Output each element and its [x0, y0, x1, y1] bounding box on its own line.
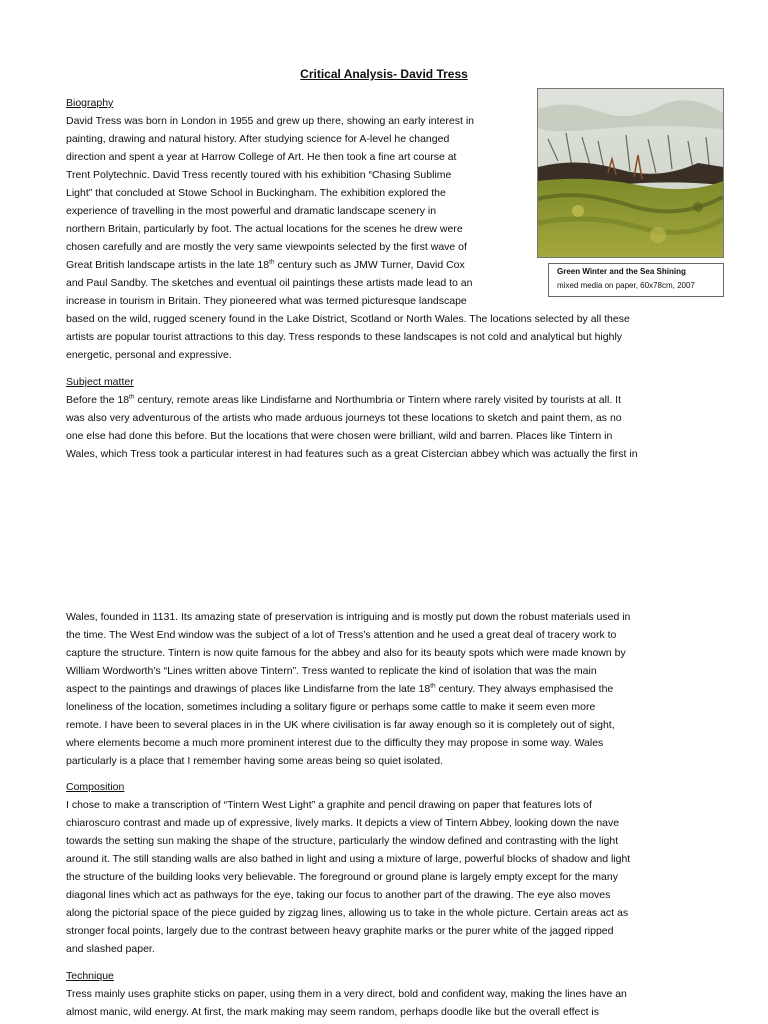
text-span: Before the 18: [66, 394, 130, 406]
technique-line: almost manic, wild energy. At first, the mark making may seem random, perhaps doodle like but the overall effect is: [66, 1006, 600, 1018]
biography-line: Light” that concluded at Stowe School in Buckingham. The exhibition explored the: [66, 187, 446, 199]
composition-line: stronger focal points, largely due to the contrast between heavy graphite marks or the purer white of the jagged ripped: [66, 925, 614, 937]
composition-line: around it. The still standing walls are also bathed in light and using a mixture of large, powerful blocks of shadow and light: [66, 853, 631, 865]
composition-heading: Composition: [66, 781, 125, 793]
composition-line: diagonal lines which act as pathways for the eye, taking our focus to another part of the drawing. The eye also moves: [66, 889, 611, 901]
composition-line: chiaroscuro contrast and made up of expressive, lively marks. It depicts a view of Tintern Abbey, looking down the nave: [66, 817, 620, 829]
text-span: Great British landscape artists in the late 18: [66, 259, 270, 271]
biography-line: David Tress was born in London in 1955 and grew up there, showing an early interest in: [66, 115, 474, 127]
caption-details: mixed media on paper, 60x78cm, 2007: [557, 281, 695, 290]
caption-title: Green Winter and the Sea Shining: [557, 267, 686, 276]
landscape-painting-graphic: [538, 89, 723, 257]
composition-line: and slashed paper.: [66, 943, 155, 955]
image-caption: [548, 263, 724, 297]
biography-heading: Biography: [66, 97, 114, 109]
biography-line: northern Britain, particularly by foot. The actual locations for the scenes he drew were: [66, 223, 463, 235]
superscript: th: [129, 393, 135, 401]
subject-line: one else had done this before. But the locations that were chosen were brilliant, wild and barren. Places like Tintern in: [66, 430, 613, 442]
text-span: century such as JMW Turner, David Cox: [274, 259, 465, 271]
biography-line-with-superscript: [66, 258, 465, 272]
biography-line: artists are popular tourist attractions to this day. Tress responds to these landscapes is not cold and analytical but highly: [66, 331, 623, 343]
subject-line: was also very adventurous of the artists who made arduous journeys tot these locations to sketch and paint them, as no: [66, 412, 622, 424]
biography-line: direction and spent a year at Harrow College of Art. He then took a fine art course at: [66, 151, 457, 163]
text-span: century. They always emphasised the: [435, 683, 614, 695]
subject-line: Wales, founded in 1131. Its amazing state of preservation is intriguing and is mostly put down the robust materials used in: [66, 611, 631, 623]
biography-line: painting, drawing and natural history. After studying science for A-level he changed: [66, 133, 450, 145]
biography-line: experience of travelling in the most powerful and dramatic landscape scenery in: [66, 205, 437, 217]
subject-line: remote. I have been to several places in in the UK where civilisation is far away enough so it is completely out of sight,: [66, 719, 615, 731]
superscript: th: [430, 682, 436, 690]
composition-line: along the pictorial space of the piece guided by zigzag lines, allowing us to take in the whole picture. Certain areas act as: [66, 907, 629, 919]
subject-line: the time. The West End window was the subject of a lot of Tress’s attention and he used a great deal of tracery work to: [66, 629, 617, 641]
subject-matter-heading: Subject matter: [66, 376, 134, 388]
composition-line: the structure of the building looks very believable. The foreground or ground plane is largely empty except for the many: [66, 871, 618, 883]
composition-line: towards the setting sun making the shape of the structure, particularly the window defined and contrasting with the light: [66, 835, 619, 847]
biography-line: based on the wild, rugged scenery found in the Lake District, Scotland or North Wales. The locations selected by all these: [66, 313, 630, 325]
subject-line-with-superscript: [66, 393, 621, 407]
biography-line: chosen carefully and are mostly the very same viewpoints selected by the first wave of: [66, 241, 467, 253]
subject-line-with-superscript: [66, 682, 613, 696]
biography-line: and Paul Sandby. The sketches and eventual oil paintings these artists made lead to an: [66, 277, 473, 289]
subject-line: where elements become a much more prominent interest due to the difficulty they may propose in some way. Wales: [66, 737, 604, 749]
painting-image: [537, 88, 724, 258]
superscript: th: [269, 258, 275, 266]
biography-line: increase in tourism in Britain. They pioneered what was termed picturesque landscape: [66, 295, 467, 307]
subject-line: loneliness of the location, sometimes including a solitary figure or perhaps some cattle to make it seem even more: [66, 701, 596, 713]
biography-line: Trent Polytechnic. David Tress recently toured with his exhibition “Chasing Sublime: [66, 169, 452, 181]
biography-line: energetic, personal and expressive.: [66, 349, 232, 361]
technique-line: Tress mainly uses graphite sticks on paper, using them in a very direct, bold and confident way, making the lines have an: [66, 988, 627, 1000]
subject-line: particularly is a place that I remember having some areas being so quiet isolated.: [66, 755, 444, 767]
subject-line: William Wordworth’s “Lines written above Tintern”. Tress wanted to replicate the kind of isolation that was the main: [66, 665, 597, 677]
subject-line: Wales, which Tress took a particular interest in had features such as a great Cistercian abbey which was actually the first in: [66, 448, 638, 460]
page-title: Critical Analysis- David Tress: [300, 67, 468, 81]
text-span: century, remote areas like Lindisfarne and Northumbria or Tintern where rarely visited by tourists at all. It: [134, 394, 621, 406]
text-span: aspect to the paintings and drawings of places like Lindisfarne from the late 18: [66, 683, 431, 695]
subject-line: capture the structure. Tintern is now quite famous for the abbey and also for its beauty spots which were made known by: [66, 647, 626, 659]
technique-heading: Technique: [66, 970, 114, 982]
composition-line: I chose to make a transcription of “Tintern West Light” a graphite and pencil drawing on paper that features lots of: [66, 799, 592, 811]
